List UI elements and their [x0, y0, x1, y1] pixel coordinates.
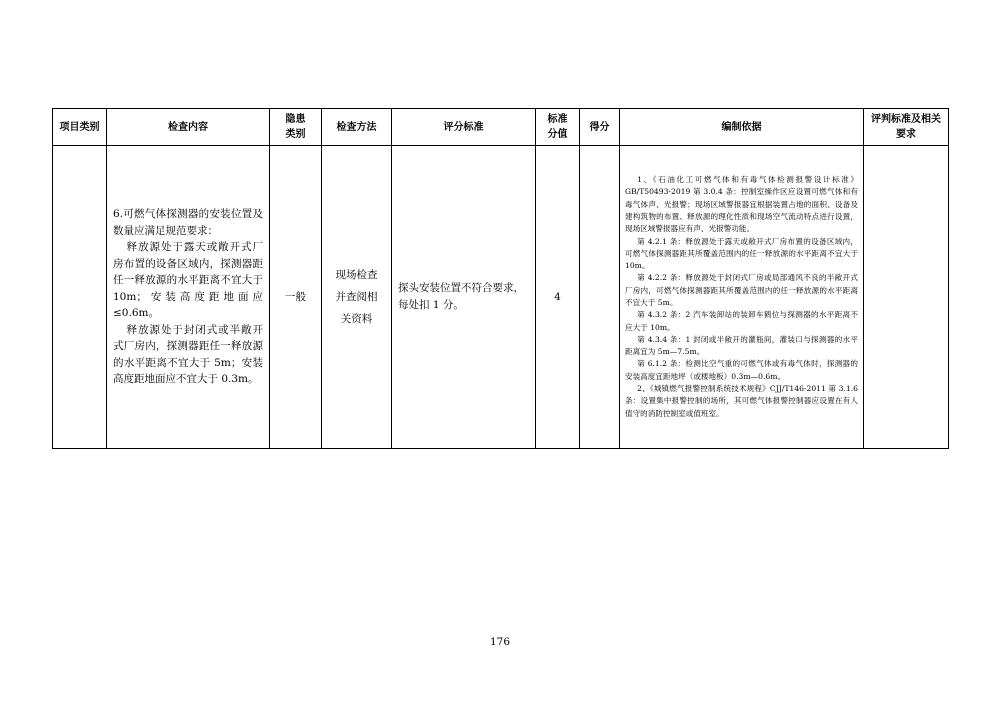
basis-line: 第 6.1.2 条：检测比空气重的可燃气体或有毒气体时，探测器的安装高度宜距地坪（或楼地板）0.3m—0.6m。	[625, 359, 858, 381]
basis-line: 2、《城镇燃气报警控制系统技术规程》CJJ/T146-2011 第 3.1.6 条：设置集中报警控制的场所，其可燃气体报警控制器应设置在有人值守的消防控制室或值班室。	[625, 384, 858, 418]
cell-hazard: 一般	[270, 146, 322, 449]
header-category: 项目类别	[53, 109, 107, 146]
header-basis: 编制依据	[620, 109, 864, 146]
cell-method	[322, 146, 392, 449]
method-line: 现场检查	[335, 269, 378, 281]
cell-scoring: 探头安装位置不符合要求，每处扣 1 分。	[392, 146, 536, 449]
cell-category	[53, 146, 107, 449]
method-line: 并查阅相	[335, 291, 378, 303]
basis-line: 第 4.3.4 条：1 封闭或半敞开的灌瓶间，灌装口与探测器的水平距离宜为 5m—7.5m。	[625, 334, 858, 357]
header-hazard	[270, 109, 322, 146]
header-evaluation	[864, 109, 949, 146]
header-method: 检查方法	[322, 109, 392, 146]
page-number: 176	[489, 636, 511, 648]
content-line: 6.可燃气体探测器的安装位置及数量应满足规范要求：	[113, 208, 263, 237]
header-row	[53, 109, 949, 146]
inspection-table	[52, 108, 949, 449]
method-line: 关资料	[340, 313, 373, 325]
table-row	[53, 146, 949, 449]
header-standard-line1: 标准	[547, 114, 568, 125]
basis-line: 1、《石油化工可燃气体和有毒气体检测报警设计标准》GB/T50493-2019 第 3.0.4 条：控制室操作区应设置可燃气体和有毒气体声、光报警；现场区域警报器宜根据装置占地的面积、设备及建构筑物的布置、释放源的理化性质和现场空气流动特点进行设置，现场区域警报器应有声、光报警功能。	[625, 175, 858, 234]
header-standard-line2: 分值	[547, 129, 568, 140]
header-standard-value	[536, 109, 580, 146]
cell-score	[580, 146, 620, 449]
cell-content	[107, 146, 270, 449]
cell-basis	[620, 146, 864, 449]
header-scoring: 评分标准	[392, 109, 536, 146]
header-hazard-line2: 类别	[285, 129, 306, 140]
header-evaluation-line2: 要求	[896, 129, 916, 140]
content-line: 释放源处于露天或敞开式厂房布置的设备区域内，探测器距任一释放源的水平距离不宜大于 10m；安装高度距地面应≤0.6m。	[113, 241, 263, 320]
header-score: 得分	[580, 109, 620, 146]
basis-line: 第 4.2.2 条：释放源处于封闭式厂房或局部通风不良的半敞开式厂房内，可燃气体探测器距其所覆盖范围内的任一释放源的水平距离不宜大于 5m。	[625, 273, 858, 307]
header-content: 检查内容	[107, 109, 270, 146]
basis-line: 第 4.2.1 条：释放源处于露天或敞开式厂房布置的设备区域内，可燃气体探测器距其所覆盖范围内的任一释放源的水平距离不宜大于 10m。	[625, 236, 858, 271]
header-evaluation-line1: 评判标准及相关	[871, 114, 941, 125]
basis-line: 第 4.3.2 条：2 汽车装卸站的装卸车鹤位与探测器的水平距离不应大于 10m。	[625, 310, 858, 332]
header-hazard-line1: 隐患	[285, 114, 306, 125]
cell-standard-value: 4	[536, 146, 580, 449]
content-line: 释放源处于封闭式或半敞开式厂房内，探测器距任一释放源的水平距离不宜大于 5m；安装高度距地面应不宜大于 0.3m。	[113, 323, 263, 386]
cell-evaluation	[864, 146, 949, 449]
